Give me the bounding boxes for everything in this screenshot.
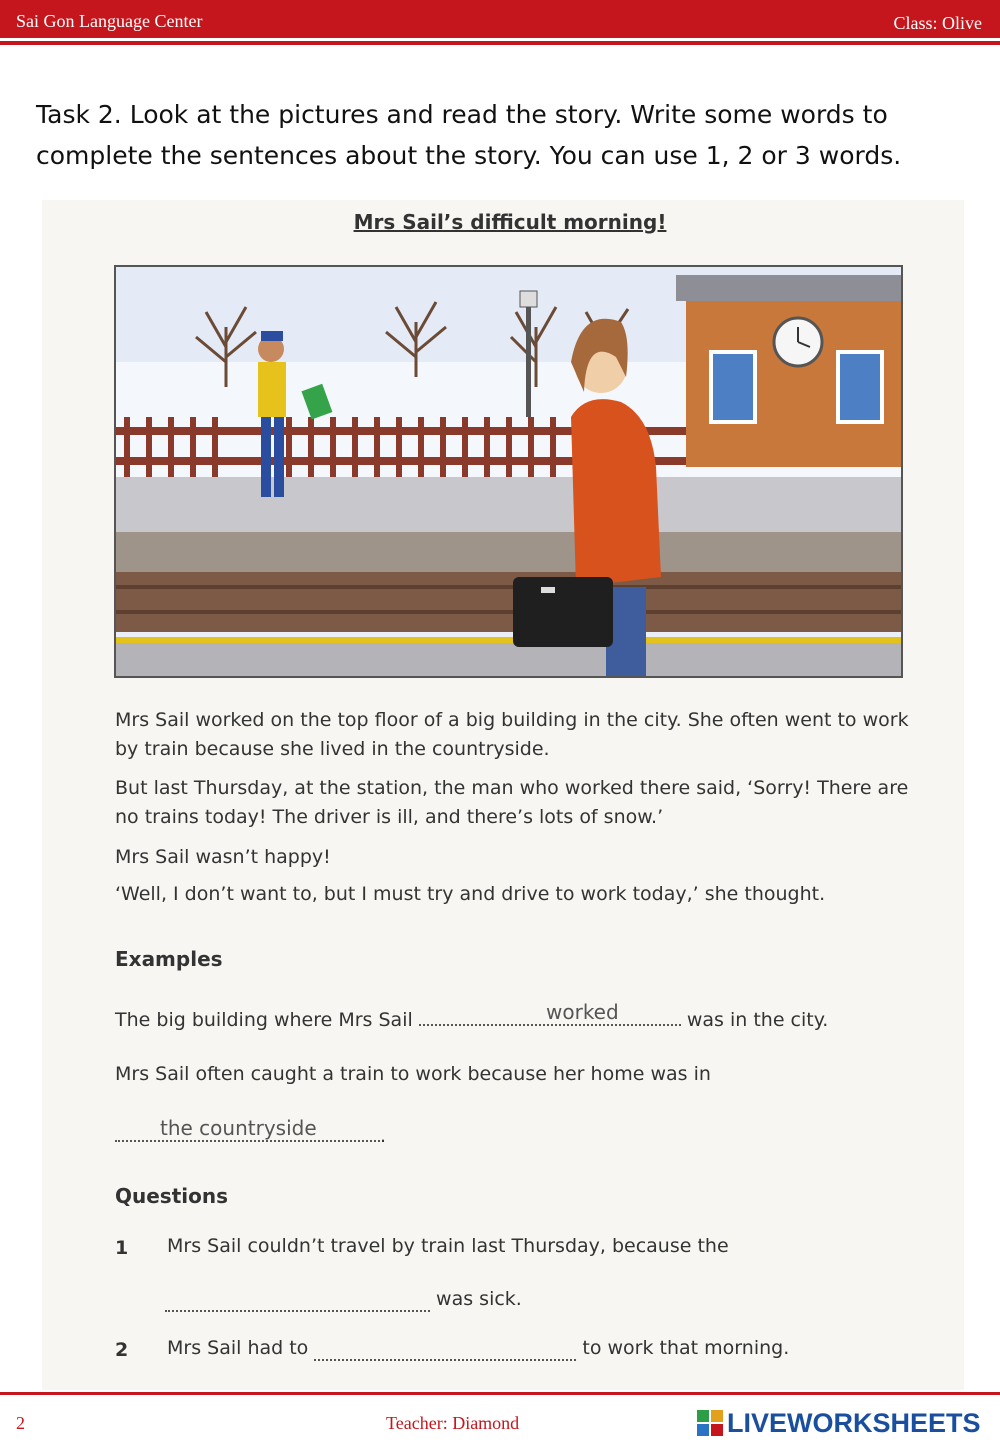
example-1 <box>115 1006 828 1031</box>
story-illustration <box>114 265 903 678</box>
example-1-answer: worked <box>546 1000 619 1024</box>
story-paragraph-4: ‘Well, I don’t want to, but I must try and drive to work today,’ she thought. <box>115 883 826 905</box>
teacher-name: Teacher: Diamond <box>386 1413 520 1433</box>
liveworksheets-logo-icon <box>697 1410 723 1436</box>
story-paragraph-1: Mrs Sail worked on the top floor of a big building in the city. She often went to work by train because she lived in the countryside. <box>115 709 909 760</box>
page-number: 2 <box>16 1413 25 1433</box>
examples-heading: Examples <box>115 947 223 971</box>
question-2-after: to work that morning. <box>582 1337 790 1359</box>
footer-rule <box>0 1392 1000 1395</box>
example-2-text: Mrs Sail often caught a train to work because her home was in <box>115 1063 711 1085</box>
school-name: Sai Gon Language Center <box>16 11 203 31</box>
question-1-after: was sick. <box>436 1288 522 1310</box>
question-2-answer-input[interactable] <box>314 1338 576 1361</box>
example-2-end: . <box>380 1125 387 1147</box>
example-1-after: was in the city. <box>686 1009 829 1031</box>
question-1-line <box>165 1288 522 1312</box>
liveworksheets-logo-text: LIVEWORKSHEETS <box>727 1407 981 1438</box>
question-1-answer-input[interactable] <box>165 1289 430 1312</box>
story-paragraph-2: But last Thursday, at the station, the man who worked there said, ‘Sorry! There are no trains today! The driver is ill, and there’s lots of snow.’ <box>115 777 909 828</box>
liveworksheets-logo <box>697 1408 981 1438</box>
question-2-number: 2 <box>115 1339 129 1361</box>
header-rule <box>0 41 1000 45</box>
example-2-answer: the countryside <box>160 1116 317 1140</box>
station-scene-image <box>116 267 901 676</box>
story-paragraph-3: Mrs Sail wasn’t happy! <box>115 846 331 868</box>
task-instructions: Task 2. Look at the pictures and read the story. Write some words to complete the sentences about the story. You can use 1, 2 or 3 words. <box>36 100 902 170</box>
story-title: Mrs Sail’s difficult morning! <box>353 210 667 234</box>
header-bar <box>0 0 1000 38</box>
question-1-number: 1 <box>115 1237 129 1259</box>
class-name: Class: Olive <box>893 13 982 33</box>
question-2-line <box>167 1337 789 1361</box>
question-1-text: Mrs Sail couldn’t travel by train last Thursday, because the <box>167 1235 729 1257</box>
questions-heading: Questions <box>115 1184 229 1208</box>
question-2-before: Mrs Sail had to <box>167 1337 309 1359</box>
example-1-before: The big building where Mrs Sail <box>115 1009 413 1031</box>
